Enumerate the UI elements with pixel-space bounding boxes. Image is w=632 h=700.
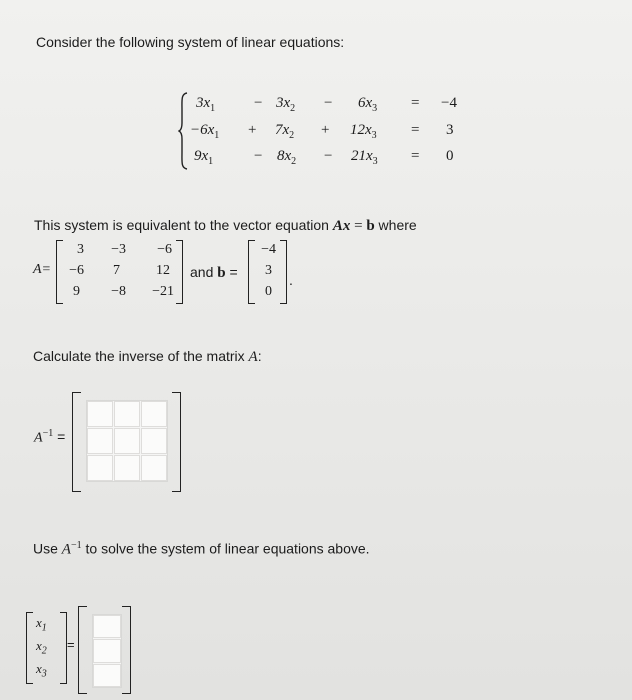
x-answer-input-cell[interactable] xyxy=(93,664,121,687)
eq1-term3: $6x_3$ xyxy=(358,95,378,114)
eq2-rhs: 3 xyxy=(446,122,454,138)
inverse-input-cell[interactable] xyxy=(87,428,113,454)
x-answer-left-bracket xyxy=(78,606,87,694)
matrix-a-cell: −6 xyxy=(157,242,172,257)
inverse-input-cell[interactable] xyxy=(87,455,113,481)
matrix-a-cell: −3 xyxy=(111,242,126,257)
prompt-text: Consider the following system of linear equations: xyxy=(36,34,345,50)
inverse-input-cell[interactable] xyxy=(87,401,113,427)
inverse-left-bracket xyxy=(72,392,81,492)
equivalence-sentence: This system is equivalent to the vector equation Ax = b where xyxy=(34,217,417,234)
eq1-equals: = xyxy=(411,95,420,111)
calculate-inverse-text: Calculate the inverse of the matrix A: xyxy=(33,348,262,365)
eq2-term3: $12x_3$ xyxy=(350,122,377,141)
x-vector xyxy=(34,612,62,682)
eq2-op1: + xyxy=(248,122,257,138)
x-vector-left-bracket xyxy=(26,612,33,684)
eq1-rhs: −4 xyxy=(441,95,457,111)
eq3-op1: − xyxy=(254,148,263,164)
matrix-a-cell: −6 xyxy=(69,263,84,278)
x-vector-entry: $x_1$ xyxy=(36,615,47,634)
eq3-term2: $8x_2$ xyxy=(277,148,297,167)
inverse-label: $A^{-1}$ = xyxy=(34,428,66,446)
eq1-op2: − xyxy=(324,95,333,111)
matrix-a-cell: −21 xyxy=(152,284,174,299)
x-vector-entry: $x_3$ xyxy=(36,661,47,680)
x-answer-input-cell[interactable] xyxy=(93,615,121,638)
inverse-input-cell[interactable] xyxy=(114,428,140,454)
period: . xyxy=(289,272,293,288)
x-vector-entry: $x_2$ xyxy=(36,638,47,657)
inverse-input-cell[interactable] xyxy=(114,455,140,481)
eq1-op1: − xyxy=(254,95,263,111)
use-inverse-text: Use $A^{-1}$ to solve the system of linear equations above. xyxy=(33,540,370,558)
eq1-term1: $3x_1$ xyxy=(196,95,216,114)
matrix-a-label: A= xyxy=(33,262,51,277)
inverse-input-cell[interactable] xyxy=(141,455,167,481)
inverse-input-cell[interactable] xyxy=(141,428,167,454)
eq3-op2: − xyxy=(324,148,333,164)
eq2-term1: $-6x_1$ xyxy=(190,122,220,141)
inverse-right-bracket xyxy=(172,392,181,492)
x-equals: = xyxy=(67,637,75,652)
eq1-term2: $3x_2$ xyxy=(276,95,296,114)
x-answer-input-cell[interactable] xyxy=(93,639,121,662)
inverse-input-cell[interactable] xyxy=(114,401,140,427)
inverse-input-cell[interactable] xyxy=(141,401,167,427)
matrix-a-cell: −8 xyxy=(111,284,126,299)
eq2-term2: $7x_2$ xyxy=(275,122,295,141)
inverse-answer-grid xyxy=(86,400,168,482)
eq2-op2: + xyxy=(321,122,330,138)
eq3-equals: = xyxy=(411,148,420,164)
x-answer-grid xyxy=(92,614,122,688)
vector-b-cell: 0 xyxy=(265,284,272,299)
eq3-term3: $21x_3$ xyxy=(351,148,378,167)
left-brace xyxy=(178,92,188,170)
matrix-a xyxy=(62,240,178,302)
vector-b xyxy=(252,240,282,302)
matrix-a-cell: 12 xyxy=(156,263,170,278)
matrix-a-cell: 7 xyxy=(113,263,120,278)
eq3-rhs: 0 xyxy=(446,148,454,164)
x-answer-right-bracket xyxy=(122,606,131,694)
matrix-a-cell: 3 xyxy=(77,242,84,257)
vector-b-cell: 3 xyxy=(265,263,272,278)
and-b-label: and b = xyxy=(190,264,238,281)
vector-b-cell: −4 xyxy=(261,242,276,257)
matrix-a-cell: 9 xyxy=(73,284,80,299)
eq3-term1: $9x_1$ xyxy=(194,148,214,167)
eq2-equals: = xyxy=(411,122,420,138)
